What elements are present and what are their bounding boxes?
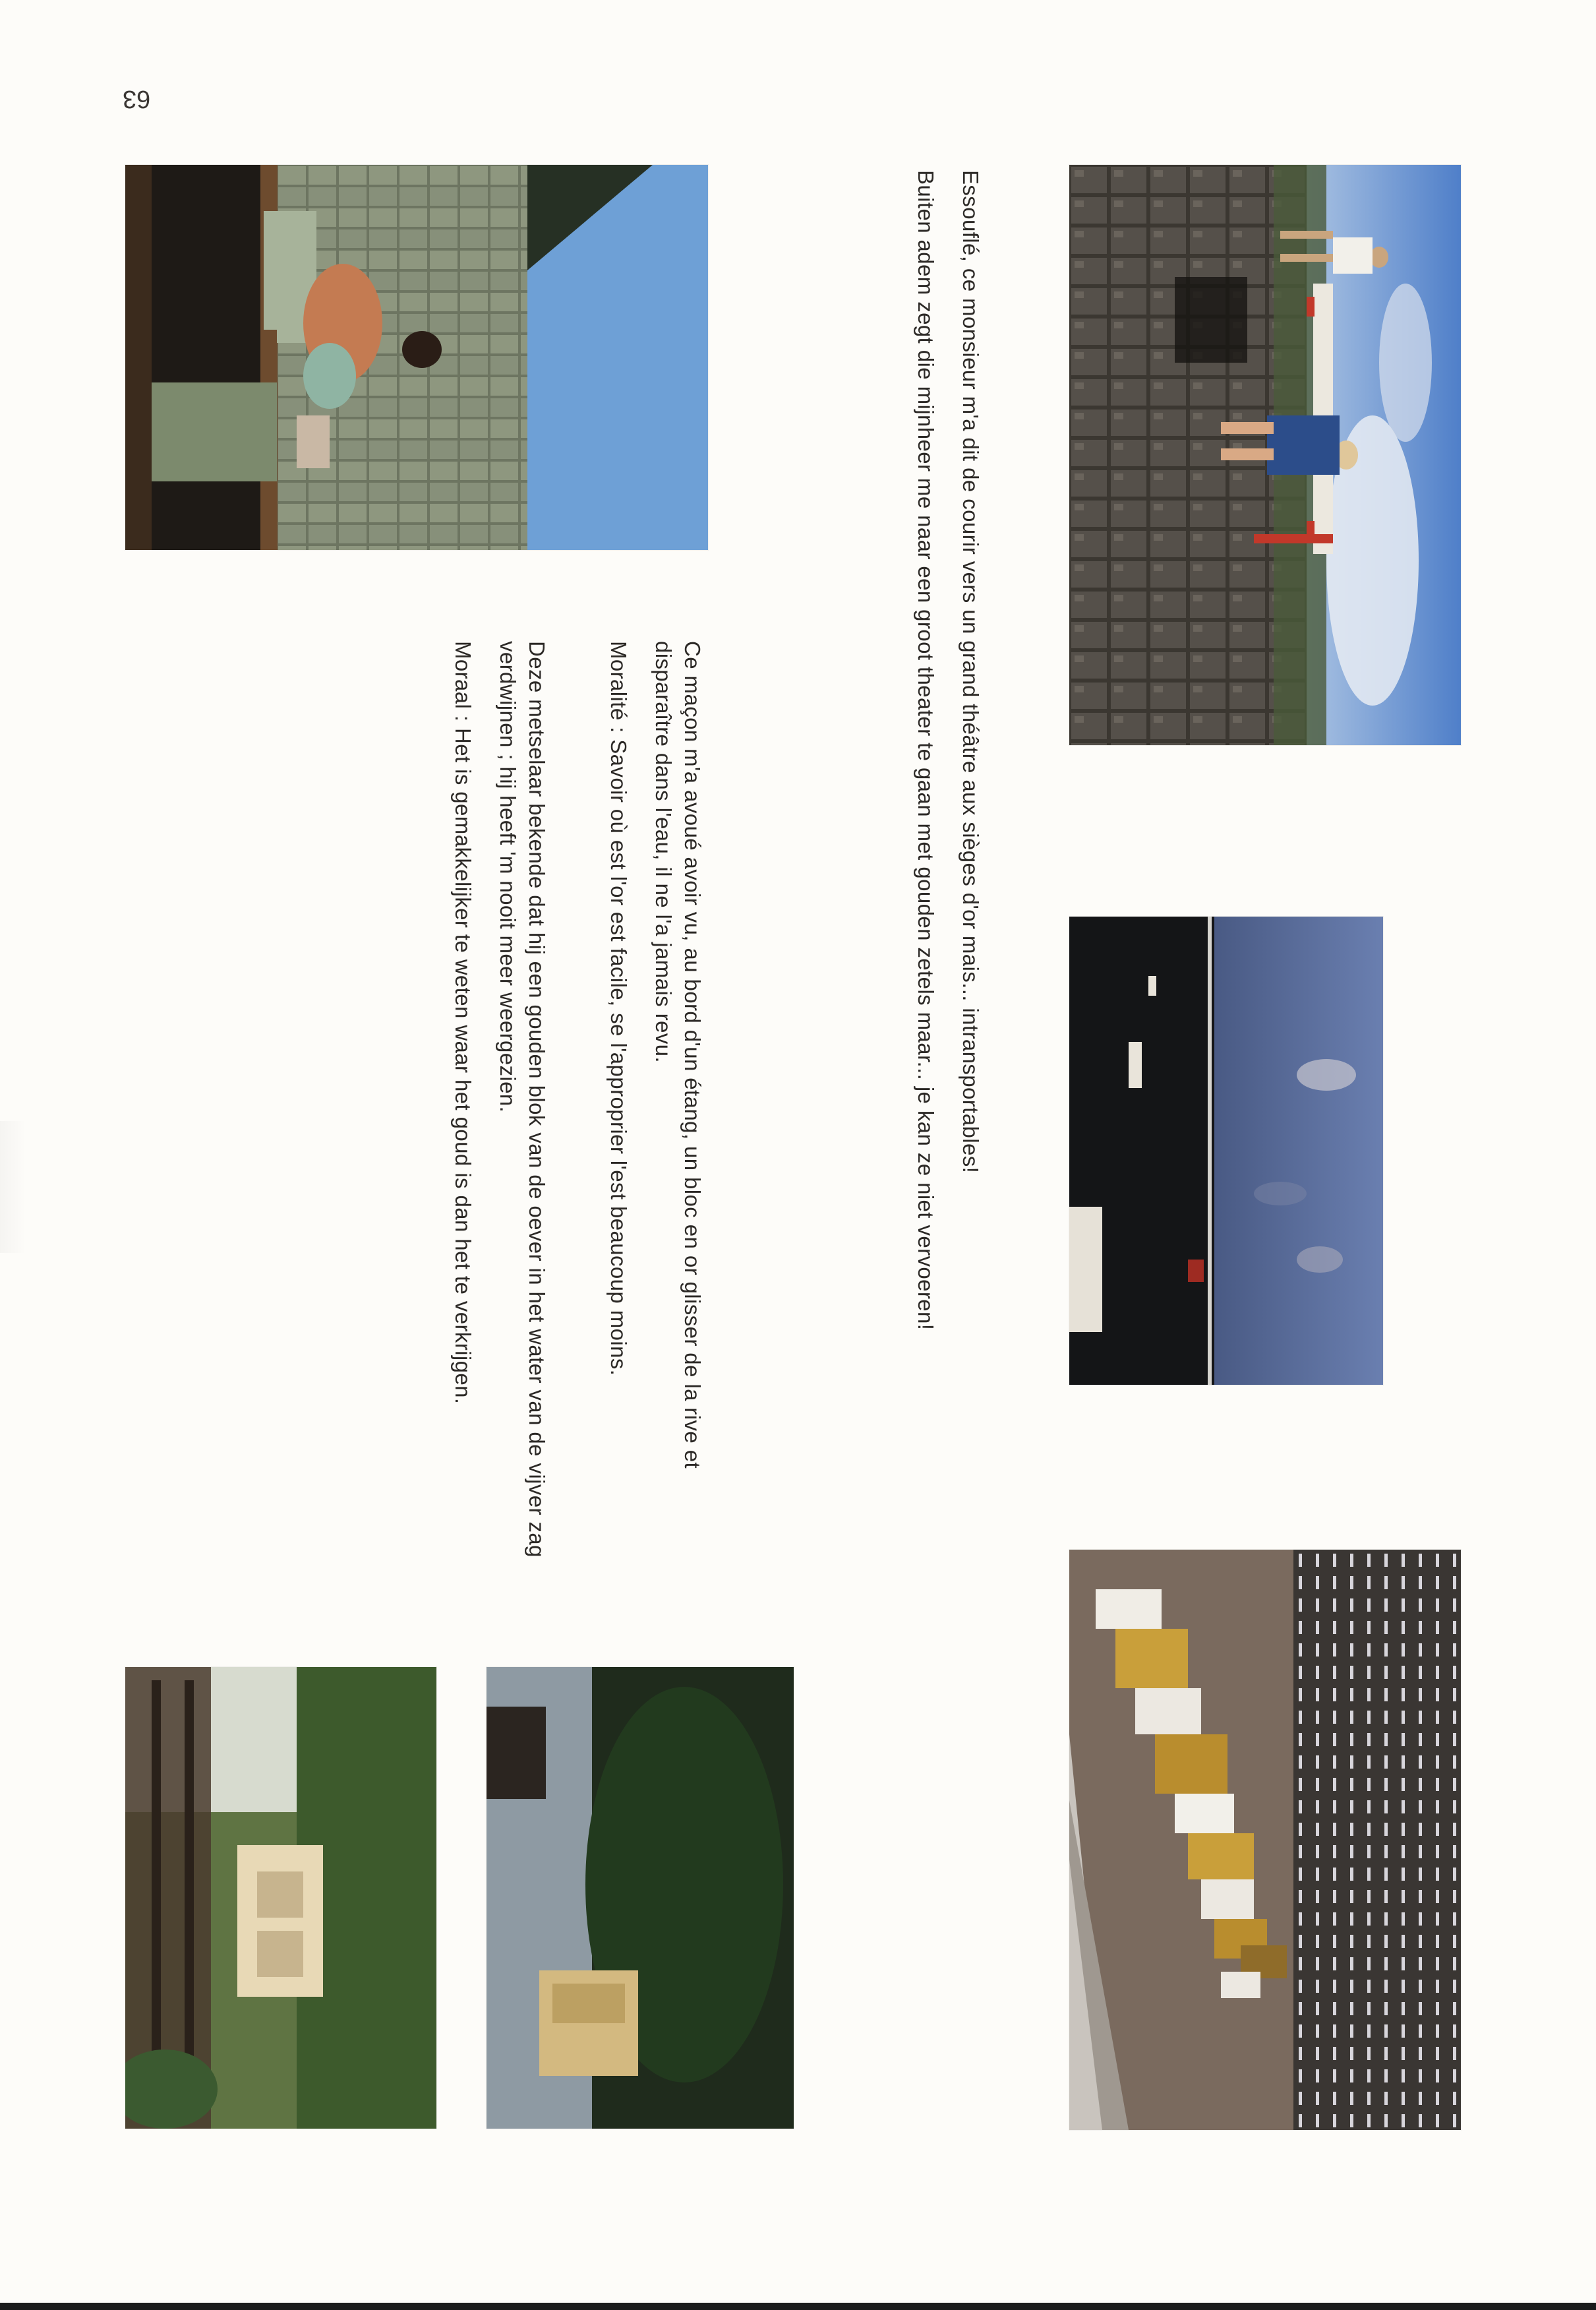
- harbour-sea-photo: [1069, 917, 1383, 1385]
- page-crease: [0, 1121, 26, 1253]
- pond-water-block-image: [487, 1667, 794, 2129]
- page-number: 63: [123, 85, 151, 113]
- pond-bank-block-photo: [125, 1667, 436, 2129]
- top-caption-french: Essouflé, ce monsieur m'a dit de courir vers un grand théâtre aux sièges d'or mais... intransportables!: [959, 170, 983, 1174]
- middle-caption: [448, 641, 707, 1577]
- stadium-golden-seats-image: [1069, 1550, 1461, 2130]
- stadium-golden-seats-photo: [1069, 1550, 1461, 2130]
- mason-story-french: Ce maçon m'a avoué avoir vu, au bord d'un étang, un bloc en or glisser de la rive et disparaître dans l'eau, il ne l'a jamais revu.: [651, 641, 705, 1469]
- top-caption-dutch: Buiten adem zegt die mijnheer me naar een groot theater te gaan met gouden zetels maar... je kan ze niet vervoeren!: [914, 170, 938, 1331]
- pond-water-block-photo: [487, 1667, 794, 2129]
- pond-bank-block-image: [125, 1667, 436, 2129]
- moral-dutch: Moraal : Het is gemakkelijker te weten waar het goud is dan het te verkrijgen.: [451, 641, 475, 1405]
- embankment-runners-image: [1069, 165, 1461, 745]
- embankment-runners-photo: [1069, 165, 1461, 745]
- mason-story-dutch: Deze metselaar bekende dat hij een gouden blok van de oever in het water van de vijver zag verdwijnen ; hij heeft 'm nooit meer weergezien.: [496, 641, 549, 1558]
- moral-french: Moralité : Savoir où est l'or est facile, se l'approprier l'est beaucoup moins.: [606, 641, 631, 1376]
- mason-on-wall-photo: [125, 165, 708, 550]
- top-caption: [903, 170, 993, 1423]
- scan-edge: [0, 2303, 1596, 2310]
- mason-on-wall-image: [125, 165, 708, 550]
- harbour-sea-image: [1069, 917, 1383, 1385]
